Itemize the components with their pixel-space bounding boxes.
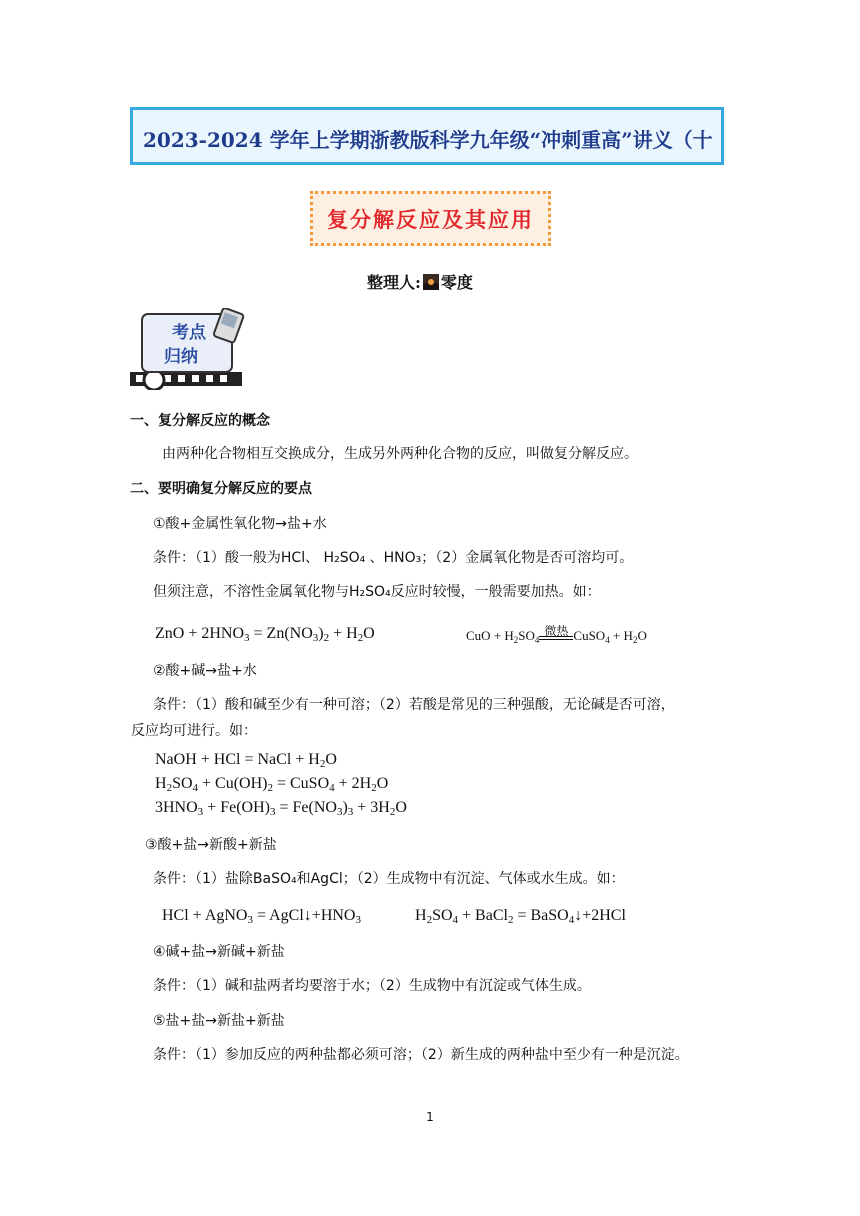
item-5-condition: 条件：（1）参加反应的两种盐都必须可溶；（2）新生成的两种盐中至少有一种是沉淀。 xyxy=(153,1047,689,1063)
section-1-heading: 一、复分解反应的概念 xyxy=(130,413,270,429)
item-4-condition: 条件：（1）碱和盐两者均要溶于水；（2）生成物中有沉淀或气体生成。 xyxy=(153,978,591,994)
item-3-title: ③酸+盐→新酸+新盐 xyxy=(145,837,277,853)
heat-condition-label: 微热 xyxy=(544,624,569,638)
organizer-line xyxy=(367,270,473,293)
document-subtitle: 复分解反应及其应用 xyxy=(327,206,534,232)
item-3-condition: 条件：（1）盐除BaSO₄和AgCl；（2）生成物中有沉淀、气体或水生成。如： xyxy=(153,871,625,887)
section-2-heading: 二、要明确复分解反应的要点 xyxy=(130,481,312,497)
item-2-condition-line1: 条件：（1）酸和碱至少有一种可溶；（2）若酸是常见的三种强酸，无论碱是否可溶， xyxy=(153,697,675,713)
subtitle-banner xyxy=(310,191,551,246)
equation-h2so4-cuoh2: $H_2SO_4 + Cu(OH)_2$ = CuSO$_4$ + $2H_2O$ xyxy=(155,775,389,794)
badge-text-line2: 归纳 xyxy=(164,347,198,367)
item-4-title: ④碱+盐→新碱+新盐 xyxy=(153,944,285,960)
page-number: 1 xyxy=(426,1110,434,1124)
equation-hcl-agno3: HCl + AgNO$_3$ = $AgCl↓+HNO_3$ xyxy=(162,907,361,926)
item-5-title: ⑤盐+盐→新盐+新盐 xyxy=(153,1013,285,1029)
equation-zno-hno3: ZnO + $2HNO_3 = Zn(NO_3)_2 + H_2O$ xyxy=(155,625,375,644)
equation-h2so4-bacl2: $H_2SO_4$ + BaCl$_2$ = BaSO$_4$↓+2HCl xyxy=(415,907,626,926)
item-2-title: ②酸+碱→盐+水 xyxy=(153,663,257,679)
item-1-title: ①酸+金属性氧化物→盐+水 xyxy=(153,516,327,532)
badge-text-line1: 考点 xyxy=(172,323,206,343)
key-points-badge xyxy=(128,308,246,390)
item-1-condition: 条件：（1）酸一般为HCl、 H₂SO₄ 、HNO₃；（2）金属氧化物是否可溶均可。 xyxy=(153,550,634,566)
title-banner xyxy=(130,107,724,165)
avatar xyxy=(423,274,439,290)
equation-cuo-h2so4: CuO + $H_2SO_4$ 微热 CuSO$_4$ + $H_2O$ xyxy=(466,626,647,646)
section-1-body: 由两种化合物相互交换成分，生成另外两种化合物的反应，叫做复分解反应。 xyxy=(162,446,638,462)
equation-naoh-hcl: NaOH + HCl = NaCl + $H_2O$ xyxy=(155,751,337,770)
document-title: 2023-2024 学年上学期浙教版科学九年级“冲刺重高”讲义（十 xyxy=(143,128,713,152)
item-2-condition-line2: 反应均可进行。如： xyxy=(131,723,257,739)
item-1-note: 但须注意，不溶性金属氧化物与H₂SO₄反应时较慢，一般需要加热。如： xyxy=(153,584,601,600)
organizer-label: 整理人: xyxy=(367,273,421,292)
organizer-name: 零度 xyxy=(440,273,473,292)
equation-hno3-feoh3: $3HNO_3 + Fe(OH)_3 = Fe(NO_3)_3 + 3H_2O$ xyxy=(155,799,407,818)
